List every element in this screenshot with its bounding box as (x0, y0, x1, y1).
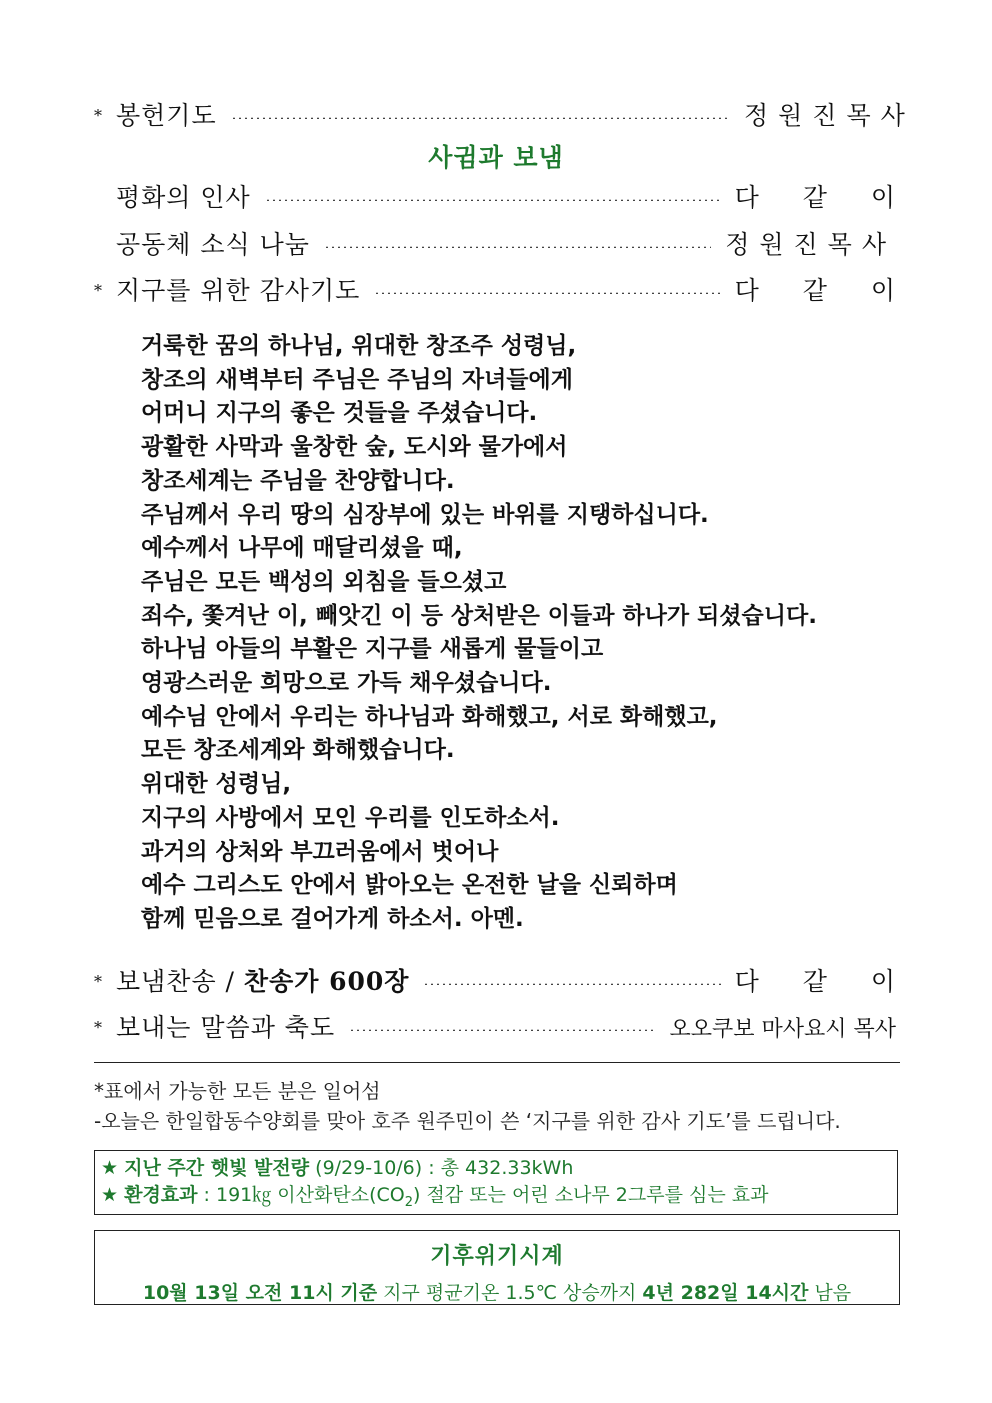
prayer-line: 예수님 안에서 우리는 하나님과 화해했고, 서로 화해했고, (141, 703, 718, 730)
prayer-line: 광활한 사막과 울창한 숲, 도시와 물가에서 (141, 434, 568, 461)
peace-greeting-row (94, 178, 896, 212)
row-label: 평화의 인사 (116, 183, 251, 212)
row-label: 지구를 위한 감사기도 (116, 276, 361, 305)
climate-clock-title: 기후위기시계 (430, 1244, 564, 1269)
row-leader: 다 같 이 (734, 276, 896, 305)
solar-value: (9/29-10/6) : 총 432.33kWh (309, 1157, 574, 1179)
dot-leader (374, 292, 720, 294)
prayer-line: 예수 그리스도 안에서 밝아오는 온전한 날을 신뢰하며 (141, 872, 678, 899)
prayer-line: 죄수, 쫓겨난 이, 빼앗긴 이 등 상처받은 이들과 하나가 되셨습니다. (141, 602, 817, 629)
leader-text: 정원진목사 (744, 101, 915, 130)
prayer-line: 창조의 새벽부터 주님은 주님의 자녀들에게 (141, 366, 573, 393)
dot-leader (423, 983, 720, 985)
dot-leader (265, 199, 721, 201)
row-label: 봉헌기도 (116, 101, 217, 130)
prayer-line: 창조세계는 주님을 찬양합니다. (141, 467, 455, 494)
hymn-number: 찬송가 600장 (243, 967, 410, 996)
prayer-line: 함께 믿음으로 걸어가게 하소서. 아멘. (141, 905, 524, 932)
dot-leader (349, 1029, 655, 1031)
row-leader: 정원진목사 (725, 230, 896, 259)
prayer-line: 지구의 사방에서 모인 우리를 인도하소서. (141, 804, 560, 831)
notes (94, 1076, 900, 1136)
climate-remaining: 4년 282일 14시간 (642, 1282, 809, 1304)
climate-text: 남음 (808, 1282, 852, 1304)
standing-mark: * (94, 1018, 103, 1037)
note-line: -오늘은 한일합동수양회를 맞아 호주 원주민이 쓴 ‘지구를 위한 감사 기도’를 드립니다. (94, 1109, 841, 1133)
prayer-line: 과거의 상처와 부끄러움에서 벗어나 (141, 838, 499, 865)
prayer-line: 거룩한 꿈의 하나님, 위대한 창조주 성령님, (141, 333, 577, 359)
prayer-line: 주님은 모든 백성의 외침을 들으셨고 (141, 568, 507, 595)
prayer-line: 예수께서 나무에 매달리셨을 때, (141, 535, 463, 562)
prayer-line: 모든 창조세계와 화해했습니다. (141, 737, 455, 764)
earth-prayer-row (94, 271, 896, 305)
row-label: 보내는 말씀과 축도 (116, 1013, 336, 1042)
climate-date: 10월 13일 오전 11시 기준 (142, 1282, 378, 1304)
effect-text: : 191㎏ 이산화탄소(CO (197, 1184, 405, 1206)
row-leader: 다 같 이 (734, 183, 896, 212)
hymn-label: 보냄찬송 / (116, 967, 244, 996)
standing-mark: * (94, 972, 103, 991)
solar-heading: 지난 주간 햇빛 발전량 (124, 1157, 310, 1179)
community-news-row (94, 225, 896, 259)
row-leader (744, 96, 915, 132)
benediction-row (94, 1008, 896, 1042)
standing-mark: * (94, 106, 103, 125)
prayer-line: 어머니 지구의 좋은 것들을 주셨습니다. (141, 400, 538, 427)
dot-leader (231, 117, 730, 119)
solar-line (101, 1155, 897, 1182)
section-title: 사귐과 보냄 (428, 143, 564, 172)
dot-leader (324, 246, 711, 248)
climate-clock-box (94, 1230, 900, 1305)
prayer-line: 주님께서 우리 땅의 심장부에 있는 바위를 지탱하십니다. (141, 501, 709, 528)
divider-line (94, 1062, 900, 1063)
standing-mark: * (94, 281, 103, 300)
prayer-text (141, 330, 901, 937)
star-icon: ★ (101, 1157, 119, 1179)
climate-text: 지구 평균기온 1.5℃ 상승까지 (377, 1282, 643, 1304)
row-label (116, 962, 409, 998)
prayer-line: 하나님 아들의 부활은 지구를 새롭게 물들이고 (141, 636, 604, 663)
star-icon: ★ (101, 1184, 119, 1206)
offering-prayer-row (94, 96, 915, 130)
row-leader: 오오쿠보 마사요시 목사 (669, 1017, 896, 1042)
row-leader: 다 같 이 (734, 967, 896, 996)
effect-heading: 환경효과 (124, 1184, 198, 1206)
row-label: 공동체 소식 나눔 (116, 230, 310, 259)
closing-hymn-row (94, 962, 896, 996)
prayer-line: 영광스러운 희망으로 가득 채우셨습니다. (141, 670, 552, 697)
prayer-line: 위대한 성령님, (141, 771, 292, 798)
climate-clock-line (95, 1278, 899, 1305)
solar-power-box (94, 1150, 898, 1215)
note-line: *표에서 가능한 모든 분은 일어섬 (94, 1079, 381, 1103)
effect-text: ) 절감 또는 어린 소나무 2그루를 심는 효과 (413, 1184, 769, 1206)
effect-line (101, 1182, 897, 1216)
effect-subscript: 2 (404, 1194, 413, 1210)
